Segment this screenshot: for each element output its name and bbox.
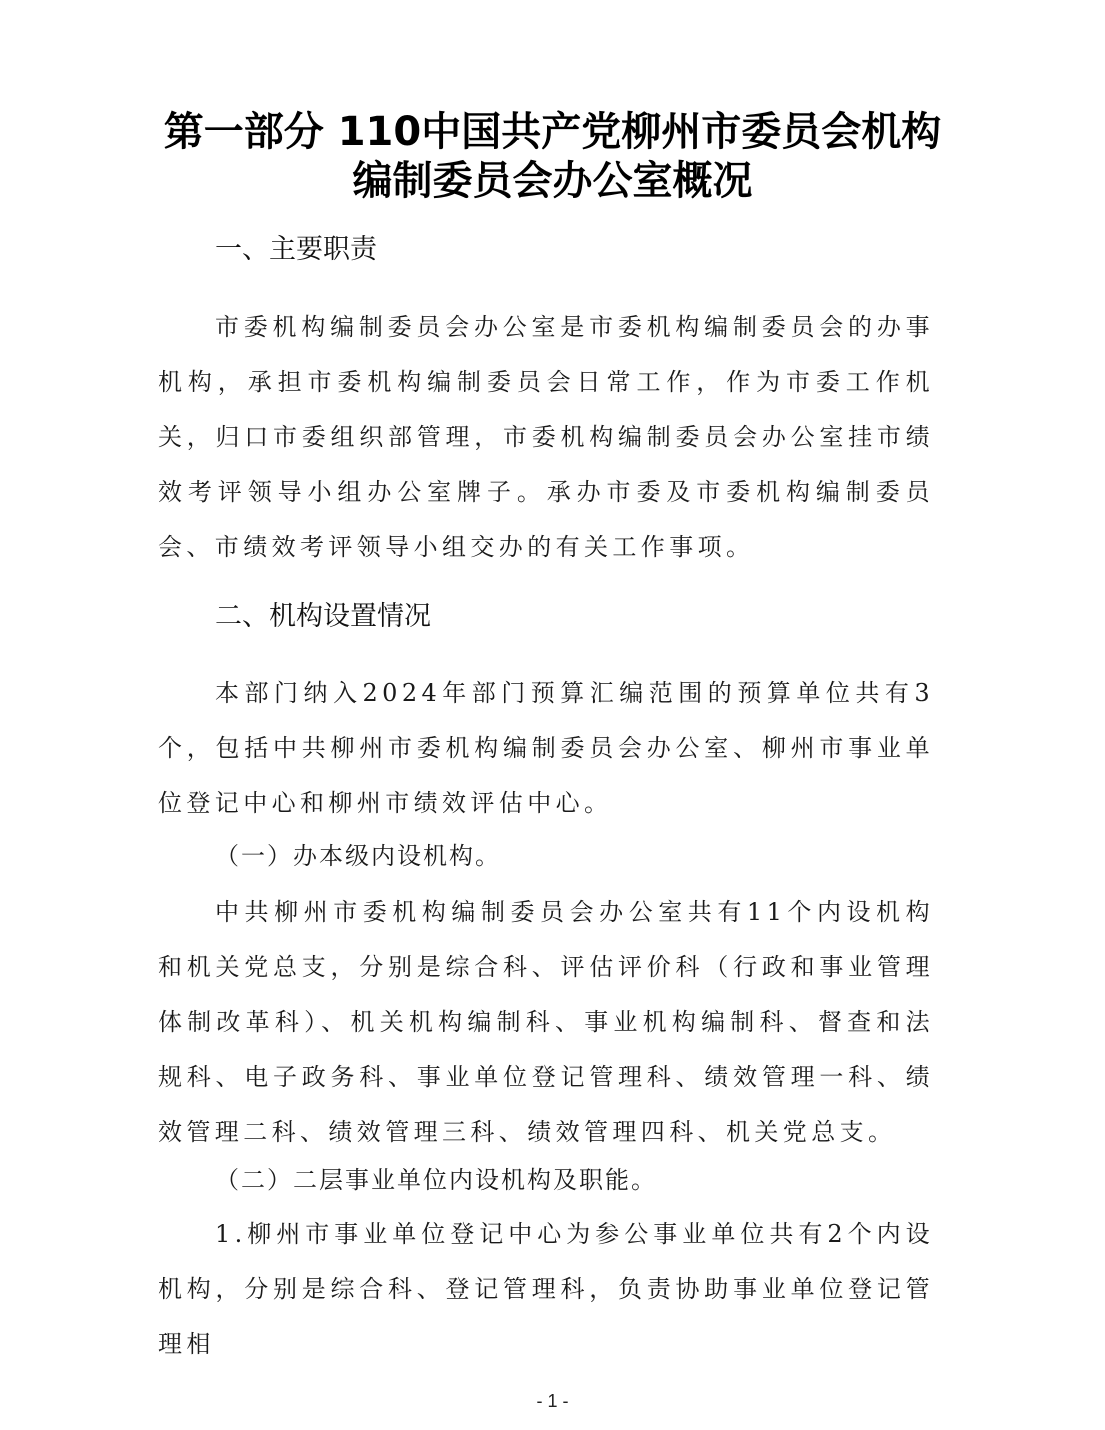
- subheading-internal-departments: （一）办本级内设机构。: [215, 842, 501, 870]
- document-title: [120, 108, 985, 206]
- paragraph-duties: 市委机构编制委员会办公室是市委机构编制委员会的办事机构，承担市委机构编制委员会日常工作，作为市委工作机关，归口市委组织部管理，市委机构编制委员会办公室挂市绩效考评领导小组办公室牌子。承办市委及市委机构编制委员会、市绩效考评领导小组交办的有关工作事项。: [158, 313, 934, 561]
- paragraph-secondary-units: 1.柳州市事业单位登记中心为参公事业单位共有2个内设机构，分别是综合科、登记管理科，负责协助事业单位登记管理相: [158, 1220, 934, 1358]
- paragraph-internal-departments: 中共柳州市委机构编制委员会办公室共有11个内设机构和机关党总支，分别是综合科、评估评价科（行政和事业管理体制改革科）、机关机构编制科、事业机构编制科、督查和法规科、电子政务科、事业单位登记管理科、绩效管理一科、绩效管理二科、绩效管理三科、绩效管理四科、机关党总支。: [158, 898, 934, 1146]
- section-heading-duties: 一、主要职责: [215, 234, 377, 265]
- paragraph-structure-intro: 本部门纳入2024年部门预算汇编范围的预算单位共有3个，包括中共柳州市委机构编制委员会办公室、柳州市事业单位登记中心和柳州市绩效评估中心。: [158, 679, 934, 817]
- page-number: - 1 -: [536, 1391, 569, 1411]
- title-line-2: 编制委员会办公室概况: [352, 158, 753, 204]
- subheading-secondary-units: （二）二层事业单位内设机构及职能。: [215, 1166, 657, 1194]
- title-line-1: 第一部分 110中国共产党柳州市委员会机构: [163, 109, 942, 155]
- section-heading-structure: 二、机构设置情况: [215, 601, 431, 632]
